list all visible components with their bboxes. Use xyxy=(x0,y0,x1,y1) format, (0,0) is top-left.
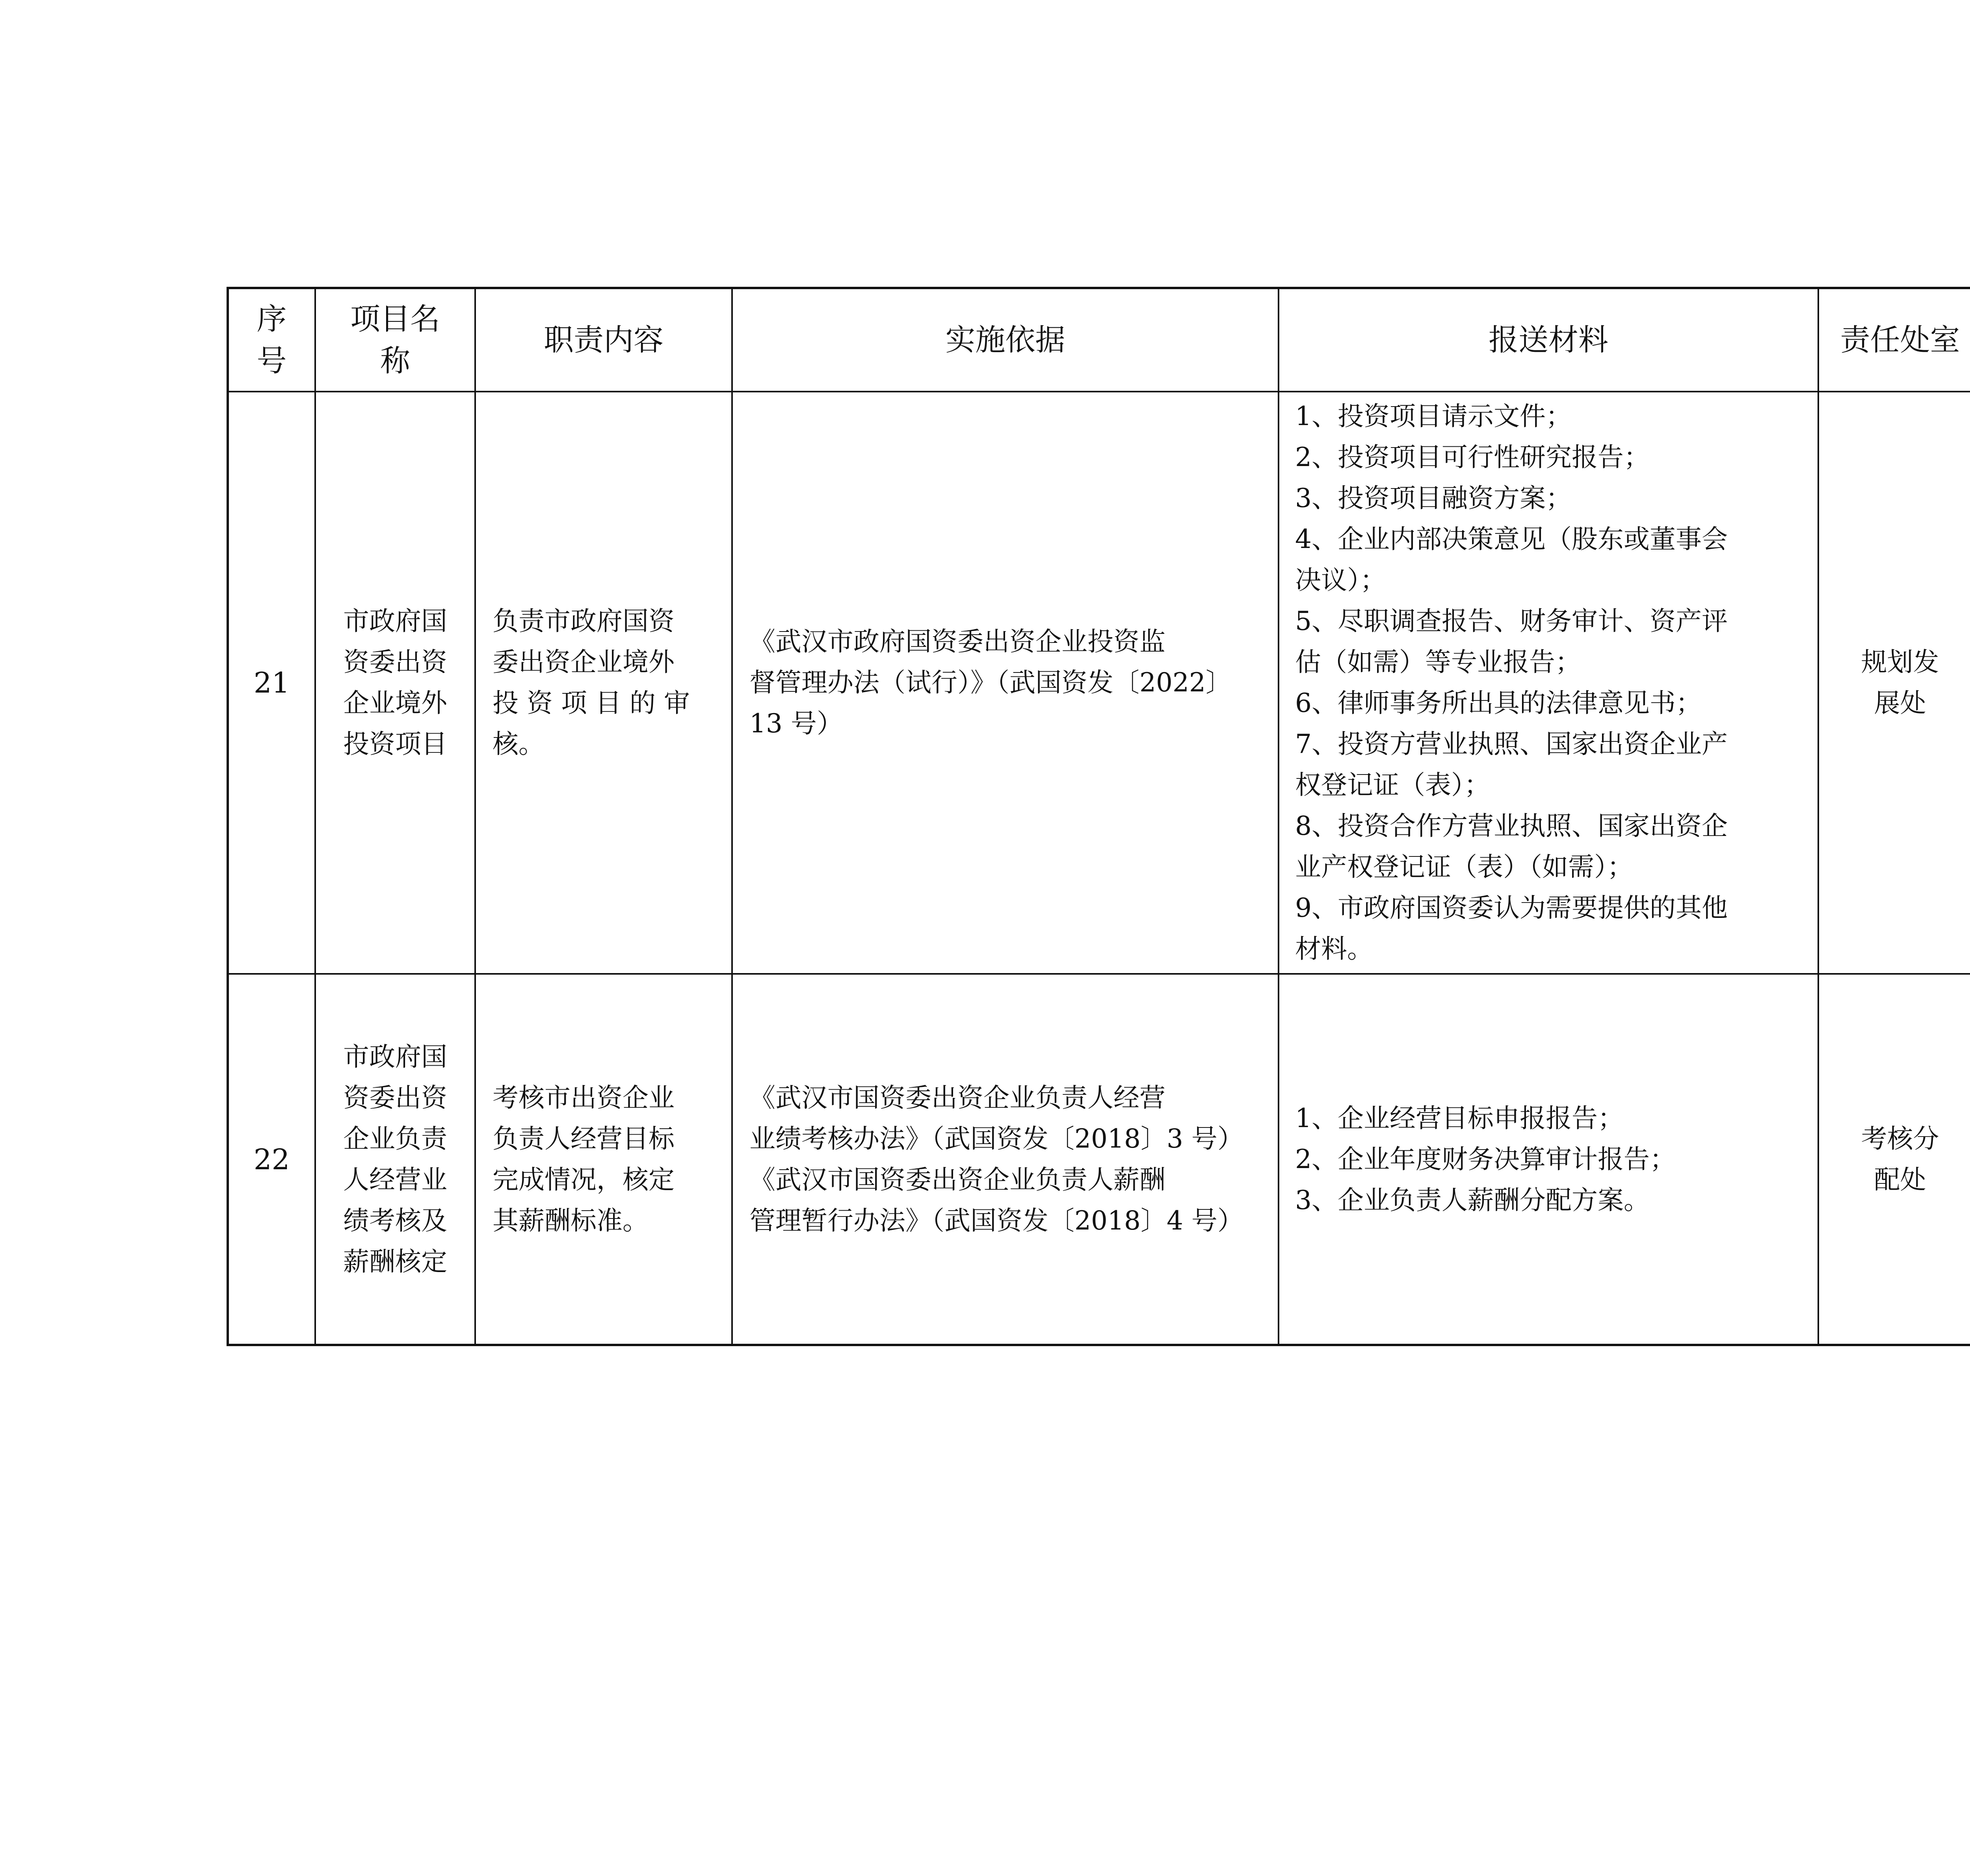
row-name: 市政府国 资委出资 企业境外 投资项目 xyxy=(315,392,475,974)
row-basis: 《武汉市国资委出资企业负责人经营 业绩考核办法》（武国资发〔2018〕3 号） 《武汉市国资委出资企业负责人薪酬 管理暂行办法》（武国资发〔2018〕4 号） xyxy=(732,974,1279,1345)
header-name: 项目名 称 xyxy=(315,288,475,392)
row-materials: 1、投资项目请示文件； 2、投资项目可行性研究报告； 3、投资项目融资方案； 4、企业内部决策意见（股东或董事会 决议）； 5、尽职调查报告、财务审计、资产评 估（如需）等专业报告； 6、律师事务所出具的法律意见书； 7、投资方营业执照、国家出资企业产 权登记证（表）； 8、投资合作方营业执照、国家出资企 业产权登记证（表）（如需）； 9、市政府国资委认为需要提供的其他 材料。 xyxy=(1279,392,1818,974)
table-row xyxy=(228,974,1970,1345)
responsibility-table xyxy=(227,287,1970,1346)
row-name: 市政府国 资委出资 企业负责 人经营业 绩考核及 薪酬核定 xyxy=(315,974,475,1345)
header-basis: 实施依据 xyxy=(732,288,1279,392)
header-row xyxy=(228,288,1970,392)
row-office: 规划发 展处 xyxy=(1818,392,1970,974)
header-materials: 报送材料 xyxy=(1279,288,1818,392)
header-office: 责任处室 xyxy=(1818,288,1970,392)
row-basis: 《武汉市政府国资委出资企业投资监 督管理办法（试行）》（武国资发〔2022〕 13 号） xyxy=(732,392,1279,974)
row-seq: 22 xyxy=(228,974,315,1345)
row-seq: 21 xyxy=(228,392,315,974)
row-duty: 负责市政府国资 委出资企业境外 投 资 项 目 的 审 核。 xyxy=(475,392,732,974)
table-row xyxy=(228,392,1970,974)
header-duty: 职责内容 xyxy=(475,288,732,392)
row-materials: 1、企业经营目标申报报告； 2、企业年度财务决算审计报告； 3、企业负责人薪酬分配方案。 xyxy=(1279,974,1818,1345)
row-office: 考核分 配处 xyxy=(1818,974,1970,1345)
row-duty: 考核市出资企业 负责人经营目标 完成情况，核定 其薪酬标准。 xyxy=(475,974,732,1345)
header-seq: 序 号 xyxy=(228,288,315,392)
